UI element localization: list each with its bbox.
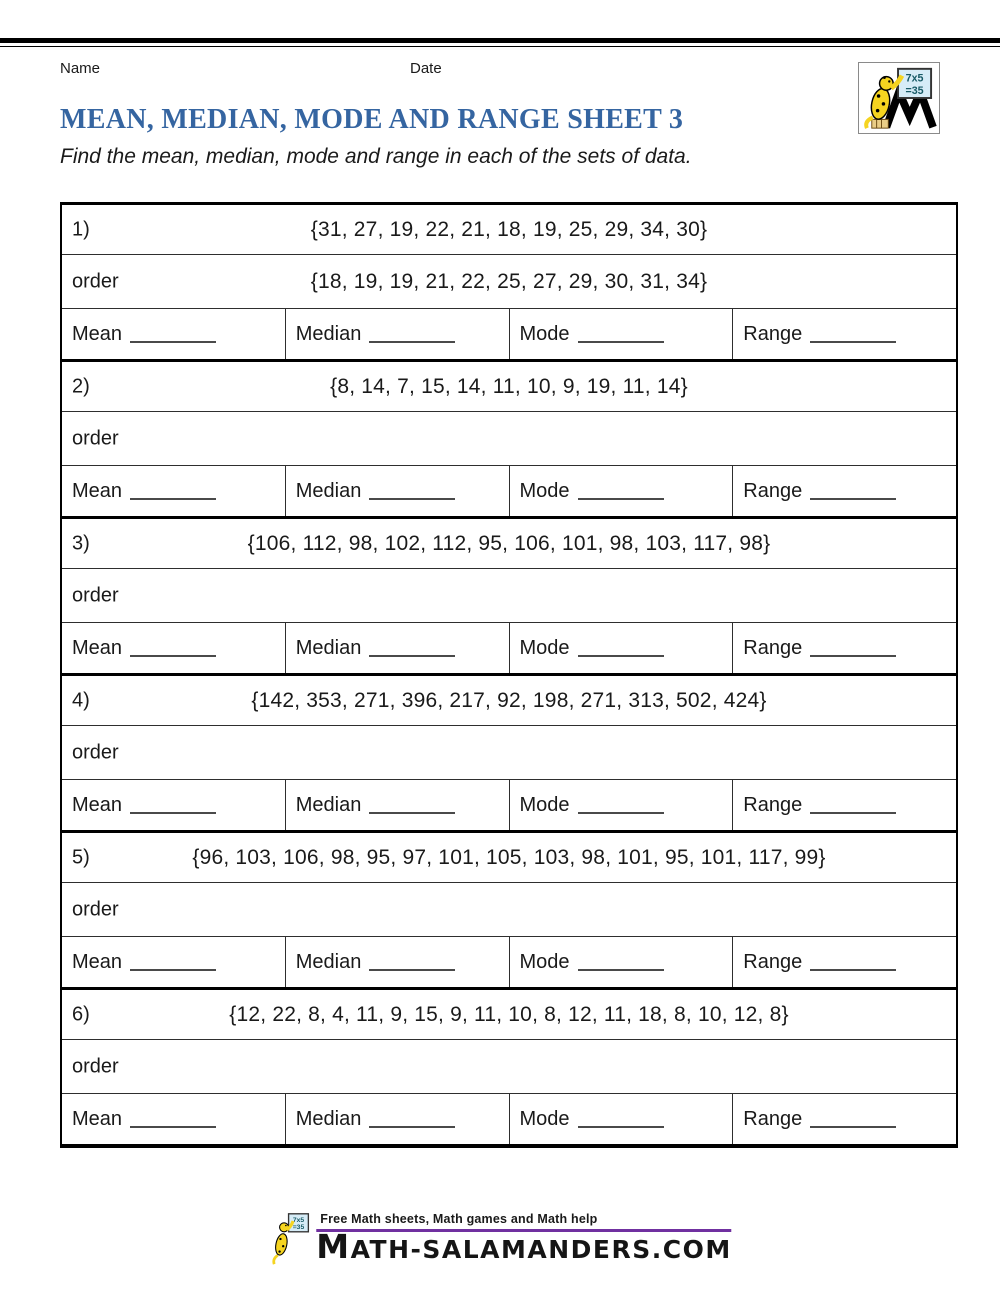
- order-row: [62, 883, 956, 937]
- order-row: [62, 726, 956, 780]
- footer-brand-block: [268, 1212, 731, 1266]
- stat-median-blank: [369, 326, 455, 343]
- stat-range-blank: [810, 326, 896, 343]
- stat-range-label: Range: [743, 793, 803, 816]
- ordered-set: {18, 19, 19, 21, 22, 25, 27, 29, 30, 31, 34}: [310, 269, 708, 293]
- svg-text:7x5: 7x5: [292, 1216, 305, 1224]
- stat-mean-cell: [62, 466, 285, 516]
- svg-text:7x5: 7x5: [905, 72, 924, 85]
- order-label: order: [72, 584, 119, 606]
- problem-number: 4): [72, 689, 90, 711]
- stat-range-label: Range: [743, 1107, 803, 1130]
- problem-block: [62, 362, 956, 519]
- stat-median-cell: [285, 623, 509, 673]
- stat-median-label: Median: [295, 793, 362, 816]
- problem-number: 1): [72, 218, 90, 240]
- stat-range-cell: [732, 309, 956, 359]
- stat-range-blank: [810, 640, 896, 657]
- stat-mean-label: Mean: [72, 322, 123, 345]
- problem-block: [62, 833, 956, 990]
- stat-mean-blank: [130, 640, 216, 657]
- stat-range-cell: [732, 937, 956, 987]
- stat-mean-blank: [130, 326, 216, 343]
- stat-mean-label: Mean: [72, 636, 123, 659]
- stat-median-cell: [285, 1094, 509, 1144]
- stat-mean-cell: [62, 937, 285, 987]
- stat-median-cell: [285, 309, 509, 359]
- top-rule-thick: [0, 38, 1000, 43]
- stat-mean-label: Mean: [72, 793, 123, 816]
- data-set: {31, 27, 19, 22, 21, 18, 19, 25, 29, 34, 30}: [310, 217, 708, 241]
- stat-mode-cell: [509, 1094, 733, 1144]
- data-set: {106, 112, 98, 102, 112, 95, 106, 101, 98, 103, 117, 98}: [247, 531, 771, 555]
- stats-row: [62, 309, 956, 359]
- name-label: Name: [60, 60, 101, 77]
- footer-text: [316, 1212, 731, 1264]
- footer-tagline: Free Math sheets, Math games and Math help: [320, 1212, 598, 1226]
- problem-data-row: [62, 519, 956, 569]
- stat-mode-label: Mode: [519, 479, 570, 502]
- stats-row: [62, 780, 956, 830]
- stat-median-cell: [285, 466, 509, 516]
- order-row: [62, 569, 956, 623]
- stat-mode-label: Mode: [519, 950, 570, 973]
- data-set: {8, 14, 7, 15, 14, 11, 10, 9, 19, 11, 14}: [330, 374, 688, 398]
- stat-mean-cell: [62, 1094, 285, 1144]
- data-set: {12, 22, 8, 4, 11, 9, 15, 9, 11, 10, 8, 12, 11, 18, 8, 10, 12, 8}: [229, 1002, 789, 1026]
- problem-number: 2): [72, 375, 90, 397]
- stat-median-label: Median: [295, 950, 362, 973]
- data-set: {96, 103, 106, 98, 95, 97, 101, 105, 103, 98, 101, 95, 101, 117, 99}: [192, 845, 826, 869]
- top-rule-thin: [0, 46, 1000, 47]
- stat-median-cell: [285, 937, 509, 987]
- stat-mode-blank: [578, 326, 664, 343]
- footer-brand-rest: ATH-SALAMANDERS.COM: [350, 1235, 732, 1264]
- problem-number: 5): [72, 846, 90, 868]
- stat-mean-blank: [130, 954, 216, 971]
- problem-data-row: [62, 833, 956, 883]
- stat-range-blank: [810, 954, 896, 971]
- stat-median-label: Median: [295, 322, 362, 345]
- page-title: MEAN, MEDIAN, MODE AND RANGE SHEET 3: [60, 104, 684, 135]
- stat-mode-blank: [578, 1111, 664, 1128]
- stat-mode-cell: [509, 623, 733, 673]
- stat-median-blank: [369, 483, 455, 500]
- stat-median-blank: [369, 1111, 455, 1128]
- problem-data-row: [62, 990, 956, 1040]
- problem-data-row: [62, 205, 956, 255]
- stat-range-cell: [732, 623, 956, 673]
- order-row: [62, 412, 956, 466]
- stat-mode-cell: [509, 937, 733, 987]
- problem-block: [62, 990, 956, 1144]
- stats-row: [62, 466, 956, 516]
- order-row: [62, 255, 956, 309]
- stat-range-label: Range: [743, 322, 803, 345]
- stat-range-blank: [810, 1111, 896, 1128]
- math-salamanders-logo: [858, 62, 940, 134]
- problem-block: [62, 676, 956, 833]
- stat-mode-blank: [578, 483, 664, 500]
- stat-median-blank: [369, 954, 455, 971]
- stat-range-cell: [732, 780, 956, 830]
- stat-mean-label: Mean: [72, 1107, 123, 1130]
- data-set: {142, 353, 271, 396, 217, 92, 198, 271, 313, 502, 424}: [251, 688, 767, 712]
- order-label: order: [72, 741, 119, 763]
- order-row: [62, 1040, 956, 1094]
- stat-mode-blank: [578, 954, 664, 971]
- stat-mode-label: Mode: [519, 1107, 570, 1130]
- date-label: Date: [410, 60, 442, 77]
- stat-range-blank: [810, 483, 896, 500]
- stats-row: [62, 1094, 956, 1144]
- stat-median-blank: [369, 640, 455, 657]
- stat-mode-cell: [509, 780, 733, 830]
- stat-range-label: Range: [743, 950, 803, 973]
- stats-row: [62, 623, 956, 673]
- stat-mode-label: Mode: [519, 793, 570, 816]
- stat-median-cell: [285, 780, 509, 830]
- stat-mode-label: Mode: [519, 636, 570, 659]
- stat-median-blank: [369, 797, 455, 814]
- stat-range-cell: [732, 1094, 956, 1144]
- salamander-logo-icon: [859, 63, 939, 133]
- footer-salamander-icon: [268, 1212, 314, 1266]
- problem-number: 3): [72, 532, 90, 554]
- stat-mean-cell: [62, 780, 285, 830]
- footer-brand: [316, 1227, 732, 1266]
- stat-median-label: Median: [295, 1107, 362, 1130]
- problem-number: 6): [72, 1003, 90, 1025]
- order-label: order: [72, 898, 119, 920]
- order-label: order: [72, 1055, 119, 1077]
- order-label: order: [72, 270, 119, 292]
- stat-range-label: Range: [743, 479, 803, 502]
- stats-row: [62, 937, 956, 987]
- problem-block: [62, 519, 956, 676]
- stat-mean-blank: [130, 1111, 216, 1128]
- stat-median-label: Median: [295, 479, 362, 502]
- page-subtitle: Find the mean, median, mode and range in each of the sets of data.: [60, 145, 692, 168]
- stat-range-blank: [810, 797, 896, 814]
- stat-mean-label: Mean: [72, 479, 123, 502]
- stat-mode-cell: [509, 466, 733, 516]
- stat-mean-blank: [130, 483, 216, 500]
- stat-median-label: Median: [295, 636, 362, 659]
- stat-range-cell: [732, 466, 956, 516]
- problem-block: [62, 205, 956, 362]
- stat-mode-label: Mode: [519, 322, 570, 345]
- stat-mean-cell: [62, 623, 285, 673]
- stat-mode-blank: [578, 797, 664, 814]
- stat-mode-blank: [578, 640, 664, 657]
- problems-table: [60, 202, 958, 1148]
- stat-mean-blank: [130, 797, 216, 814]
- problem-data-row: [62, 362, 956, 412]
- svg-text:=35: =35: [905, 85, 924, 98]
- order-label: order: [72, 427, 119, 449]
- svg-text:=35: =35: [292, 1224, 305, 1232]
- stat-mean-label: Mean: [72, 950, 123, 973]
- stat-mode-cell: [509, 309, 733, 359]
- stat-mean-cell: [62, 309, 285, 359]
- problem-data-row: [62, 676, 956, 726]
- stat-range-label: Range: [743, 636, 803, 659]
- footer-brand-m: M: [316, 1227, 351, 1266]
